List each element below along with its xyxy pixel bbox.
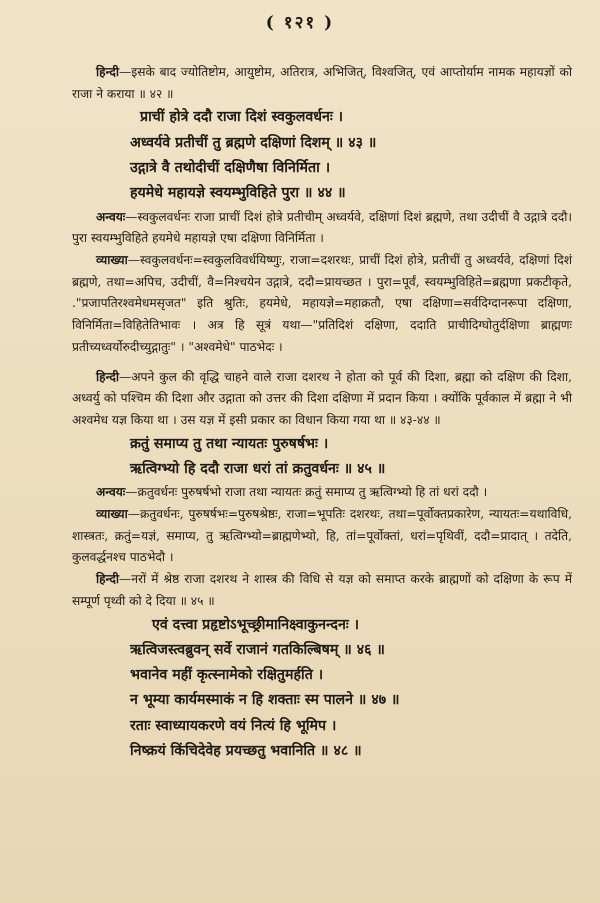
hindi-label: हिन्दी (96, 65, 120, 79)
hindi-translation-43-44 (72, 367, 572, 432)
hindi-translation-42 (72, 62, 572, 105)
hindi-label: हिन्दी (96, 572, 120, 587)
hindi-text: —इसके बाद ज्योतिष्टोम, आयुष्टोम, अतिरात्र, अभिजित्, विश्वजित्, एवं आप्तोर्याम नामक महायज्ञों को राजा ने कराया ॥ ४२ ॥ (72, 65, 572, 101)
page-number: ( १२१ ) (265, 13, 335, 33)
vyakhya-paragraph (72, 250, 572, 359)
verse-line: ऋत्विजस्त्वब्रुवन् सर्वे राजानं गतकिल्बिषम् ॥ ४६ ॥ (130, 641, 385, 658)
anvaya-paragraph (72, 482, 572, 504)
page-content (72, 62, 572, 764)
anvaya-label: अन्वयः (96, 485, 126, 500)
verse-line: न भूम्या कार्यमस्माकं न हि शक्ताः स्म पालने ॥ ४७ ॥ (130, 692, 400, 709)
hindi-label: हिन्दी (96, 369, 120, 384)
verse-line: उद्गात्रे वै तथोदीचीं दक्षिणैषा विनिर्मिता । (130, 160, 331, 176)
verse-line: निष्क्रयं किंचिदेवेह प्रयच्छतु भवानिति ॥ ४८ ॥ (130, 743, 362, 760)
anvaya-text: —स्वकुलवर्धनः राजा प्राचीं दिशं होत्रे प्रतीचीम् अध्वर्यवे, दक्षिणां दिशं ब्रह्मणे, तथा उदीचीं वै उद्गात्रे ददौ। पुरा स्वयम्भुविहिते हयमेधे महायज्ञे एषा दक्षिणा विनिर्मिता । (72, 209, 572, 246)
vyakhya-text: —क्रतुवर्धनः, पुरुषर्षभः=पुरुषश्रेष्ठः, राजा=भूपतिः दशरथः, तथा=पूर्वोक्तप्रकारेण, न्यायतः=यथाविधि, शास्त्रतः, क्रतुं=यज्ञं, समाप्य, तु ऋत्विग्भ्यो=ब्राह्मणेभ्यो, हि, तां=पूर्वोक्तां, धरां=पृथिवीं, ददौ=प्रादात् । तदेति, कुलवर्द्धनश्च पाठभेदौ । (72, 507, 572, 565)
verse-line: ऋत्विग्भ्यो हि ददौ राजा धरां तां क्रतुवर्धनः ॥ ४५ ॥ (130, 461, 386, 478)
anvaya-text: —क्रतुवर्धनः पुरुषर्षभो राजा तथा न्यायतः क्रतुं समाप्य तु ऋत्विग्भ्यो हि तां धरां ददौ । (125, 485, 488, 500)
anvaya-paragraph (72, 207, 572, 250)
verse-line: हयमेधे महायज्ञे स्वयम्भुविहिते पुरा ॥ ४४ ॥ (130, 185, 346, 202)
vyakhya-label: व्याख्या (96, 507, 128, 522)
hindi-text: —नरों में श्रेष्ठ राजा दशरथ ने शास्त्र की विधि से यज्ञ को समाप्त करके ब्राह्मणों को दक्षिणा के रूप में सम्पूर्ण पृथ्वी को दे दिया ॥ ४५ ॥ (72, 572, 572, 608)
vyakhya-label: व्याख्या (96, 253, 128, 267)
hindi-translation-45 (72, 569, 572, 612)
anvaya-label: अन्वयः (96, 209, 126, 224)
verse-line: प्राचीं होत्रे ददौ राजा दिशं स्वकुलवर्धनः । (140, 109, 344, 126)
verse-line: एवं दत्त्वा प्रहृष्टोऽभूच्छ्रीमानिक्ष्वाकुनन्दनः । (152, 616, 360, 633)
vyakhya-paragraph (72, 504, 572, 569)
hindi-text: —अपने कुल की वृद्धि चाहने वाले राजा दशरथ ने होता को पूर्व की दिशा, ब्रह्मा को दक्षिण की दिशा, अध्वर्यु को पश्चिम की दिशा और उद्गाता को उत्तर की दिशा दक्षिणा में प्रदान किया । क्योंकि पूर्वकाल में ब्रह्मा ने भी अश्वमेध यज्ञ किया था । उस यज्ञ में इसी प्रकार का विधान किया गया था ॥ ४३-४४ ॥ (72, 369, 572, 428)
verse-line: भवानेव महीं कृत्स्नामेको रक्षितुमर्हति । (130, 667, 324, 684)
verse-line: अध्वर्यवे प्रतीचीं तु ब्रह्मणे दक्षिणां दिशम् ॥ ४३ ॥ (130, 134, 377, 151)
verse-line: रताः स्वाध्यायकरणे वयं नित्यं हि भूमिप । (130, 717, 337, 734)
vyakhya-text: —स्वकुलवर्धनः=स्वकुलविवर्धयिष्णुः, राजा=दशरथः, प्राचीं दिशं होत्रे, प्रतीचीं तु अध्वर्यवे, दक्षिणां दिशं ब्रह्मणे, तथा=अपिच, उदीचीं, वै=निश्चयेन उद्गात्रे, ददौ=प्रायच्छत । पुरा=पूर्वं, स्वयम्भुविहिते=ब्रह्मणा प्रकटीकृते, ."प्रजापतिरश्वमेधमसृजत" इति श्रुतिः, हयमेधे, महायज्ञे=महाक्रतौ, एषा दक्षिणा=सर्वदिग्दानरूपा दक्षिणा, विनिर्मिता=विहितेतिभावः । अत्र हि सूत्रं यथा—"प्रतिदिशं दक्षिणा, ददाति प्राचीदिग्घोतुर्दक्षिणा ब्राह्मणः प्रतीच्यध्वर्योरुदीच्युद्गातुः" । "अश्वमेधे" पाठभेदः । (72, 253, 572, 354)
verse-line: क्रतुं समाप्य तु तथा न्यायतः पुरुषर्षभः । (130, 435, 329, 452)
